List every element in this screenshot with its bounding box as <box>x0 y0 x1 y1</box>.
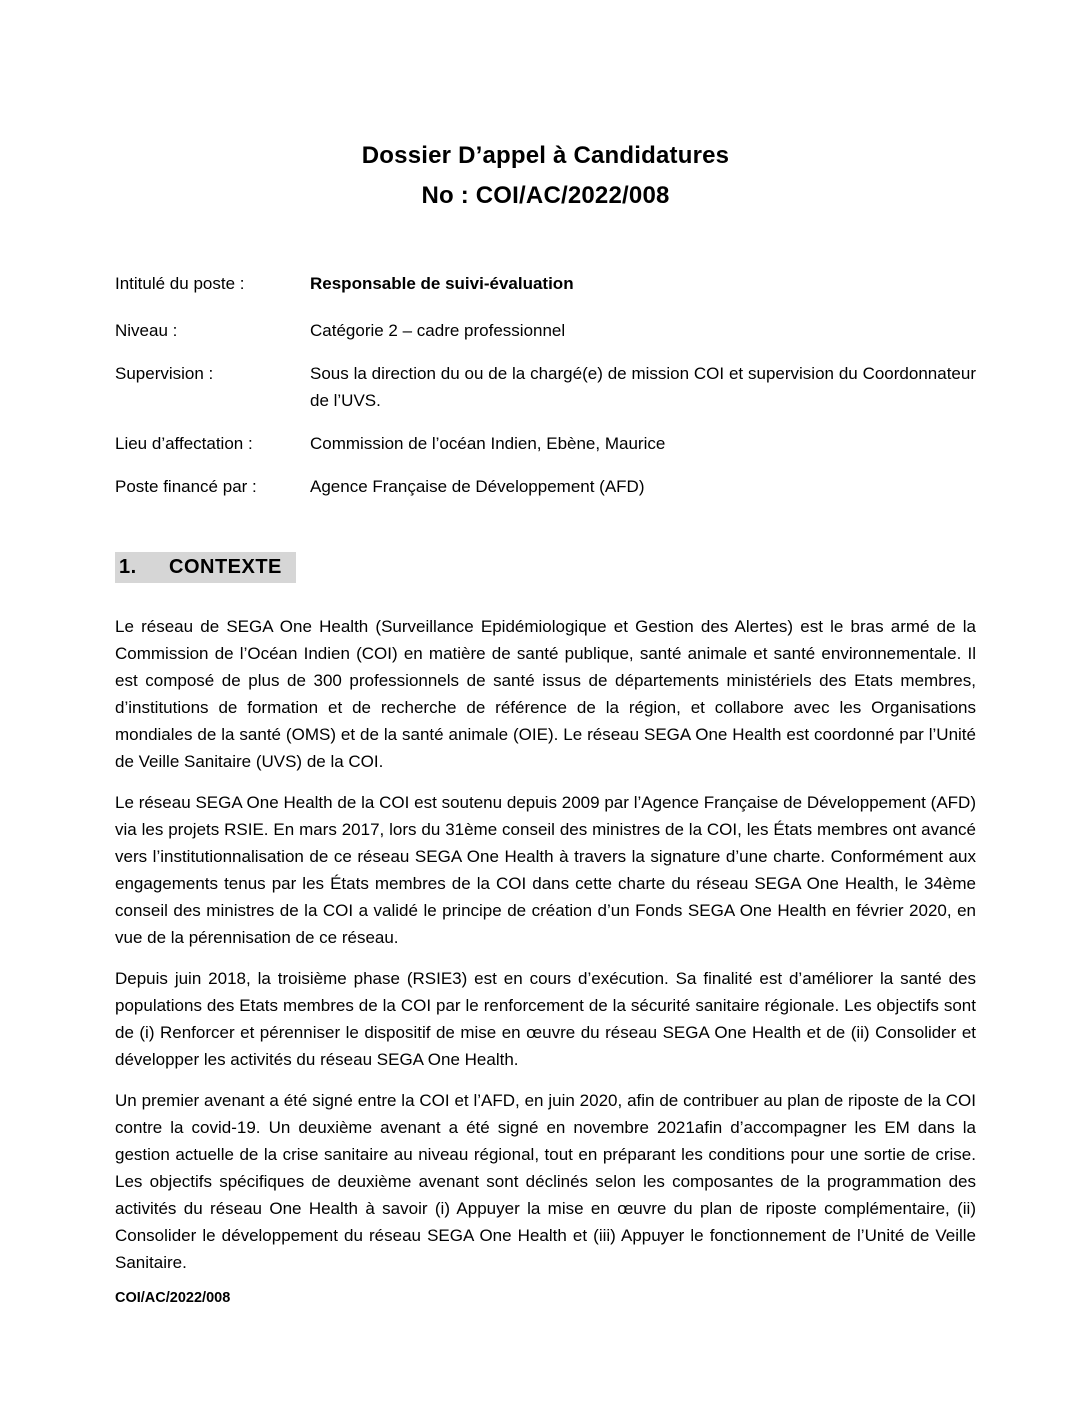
metadata-row-intitule <box>115 270 976 297</box>
metadata-value-poste: Responsable de suivi-évaluation <box>310 274 574 293</box>
metadata-label: Niveau : <box>115 321 178 340</box>
footer-reference: COI/AC/2022/008 <box>115 1290 231 1306</box>
metadata-label: Poste financé par : <box>115 477 257 496</box>
metadata-label: Lieu d’affectation : <box>115 434 253 453</box>
metadata-value-niveau: Catégorie 2 – cadre professionnel <box>310 321 566 340</box>
metadata-value-supervision: Sous la direction du ou de la chargé(e) de mission COI et supervision du Coordonnateur de l’UVS. <box>310 364 976 410</box>
metadata-row-financement <box>115 473 976 500</box>
metadata-value-lieu: Commission de l’océan Indien, Ebène, Maurice <box>310 434 666 453</box>
section-heading-contexte <box>115 552 976 583</box>
document-title-block <box>115 136 976 216</box>
paragraph-3: Depuis juin 2018, la troisième phase (RSIE3) est en cours d’exécution. Sa finalité est d’améliorer la santé des populations des Etats membres de la COI par le renforcement de la sécurité sanitaire régionale. Les objectifs sont de (i) Renforcer et pérenniser le dispositif de mise en œuvre du réseau SEGA One Health et de (ii) Consolider et développer les activités du réseau SEGA One Health. <box>115 969 976 1069</box>
section-heading-highlight <box>115 552 296 583</box>
metadata-table <box>115 270 976 500</box>
document-title: Dossier D’appel à Candidatures <box>361 142 730 169</box>
document-reference-number: No : COI/AC/2022/008 <box>421 182 670 209</box>
paragraph-2: Le réseau SEGA One Health de la COI est soutenu depuis 2009 par l’Agence Française de Développement (AFD) via les projets RSIE. En mars 2017, lors du 31ème conseil des ministres de la COI, les États membres ont avancé vers l’institutionnalisation de ce réseau SEGA One Health à travers la signature d’une charte. Conformément aux engagements tenus par les États membres de la COI dans cette charte du réseau SEGA One Health, le 34ème conseil des ministres de la COI a validé le principe de création d’un Fonds SEGA One Health en février 2020, en vue de la pérennisation de ce réseau. <box>115 793 976 947</box>
paragraph-4: Un premier avenant a été signé entre la COI et l’AFD, en juin 2020, afin de contribuer au plan de riposte de la COI contre la covid-19. Un deuxième avenant a été signé en novembre 2021afin d’accompagner les EM dans la gestion actuelle de la crise sanitaire au niveau régional, tout en préparant les conditions pour une sortie de crise. Les objectifs spécifiques de deuxième avenant sont déclinés selon les composantes de la programmation des activités du réseau One Health à savoir (i) Appuyer la mise en œuvre du plan de riposte complémentaire, (ii) Consolider le développement du réseau SEGA One Health et (iii) Appuyer le fonctionnement de l’Unité de Veille Sanitaire. <box>115 1091 976 1272</box>
section-number: 1. <box>119 556 137 578</box>
metadata-label: Intitulé du poste : <box>115 274 245 293</box>
section-body <box>115 613 976 1276</box>
metadata-row-niveau <box>115 317 976 344</box>
metadata-row-lieu <box>115 430 976 457</box>
metadata-label: Supervision : <box>115 364 214 383</box>
paragraph-1: Le réseau de SEGA One Health (Surveillance Epidémiologique et Gestion des Alertes) est le bras armé de la Commission de l’Océan Indien (COI) en matière de santé publique, santé animale et santé environnementale. Il est composé de plus de 300 professionnels de santé issus de départements ministériels des Etats membres, d’institutions de formation et de recherche de référence de la région, et collabore avec les Organisations mondiales de la santé (OMS) et de la santé animale (OIE). Le réseau SEGA One Health est coordonné par l’Unité de Veille Sanitaire (UVS) de la COI. <box>115 617 976 771</box>
section-title: CONTEXTE <box>169 556 282 578</box>
metadata-value-financement: Agence Française de Développement (AFD) <box>310 477 645 496</box>
metadata-row-supervision <box>115 360 976 414</box>
